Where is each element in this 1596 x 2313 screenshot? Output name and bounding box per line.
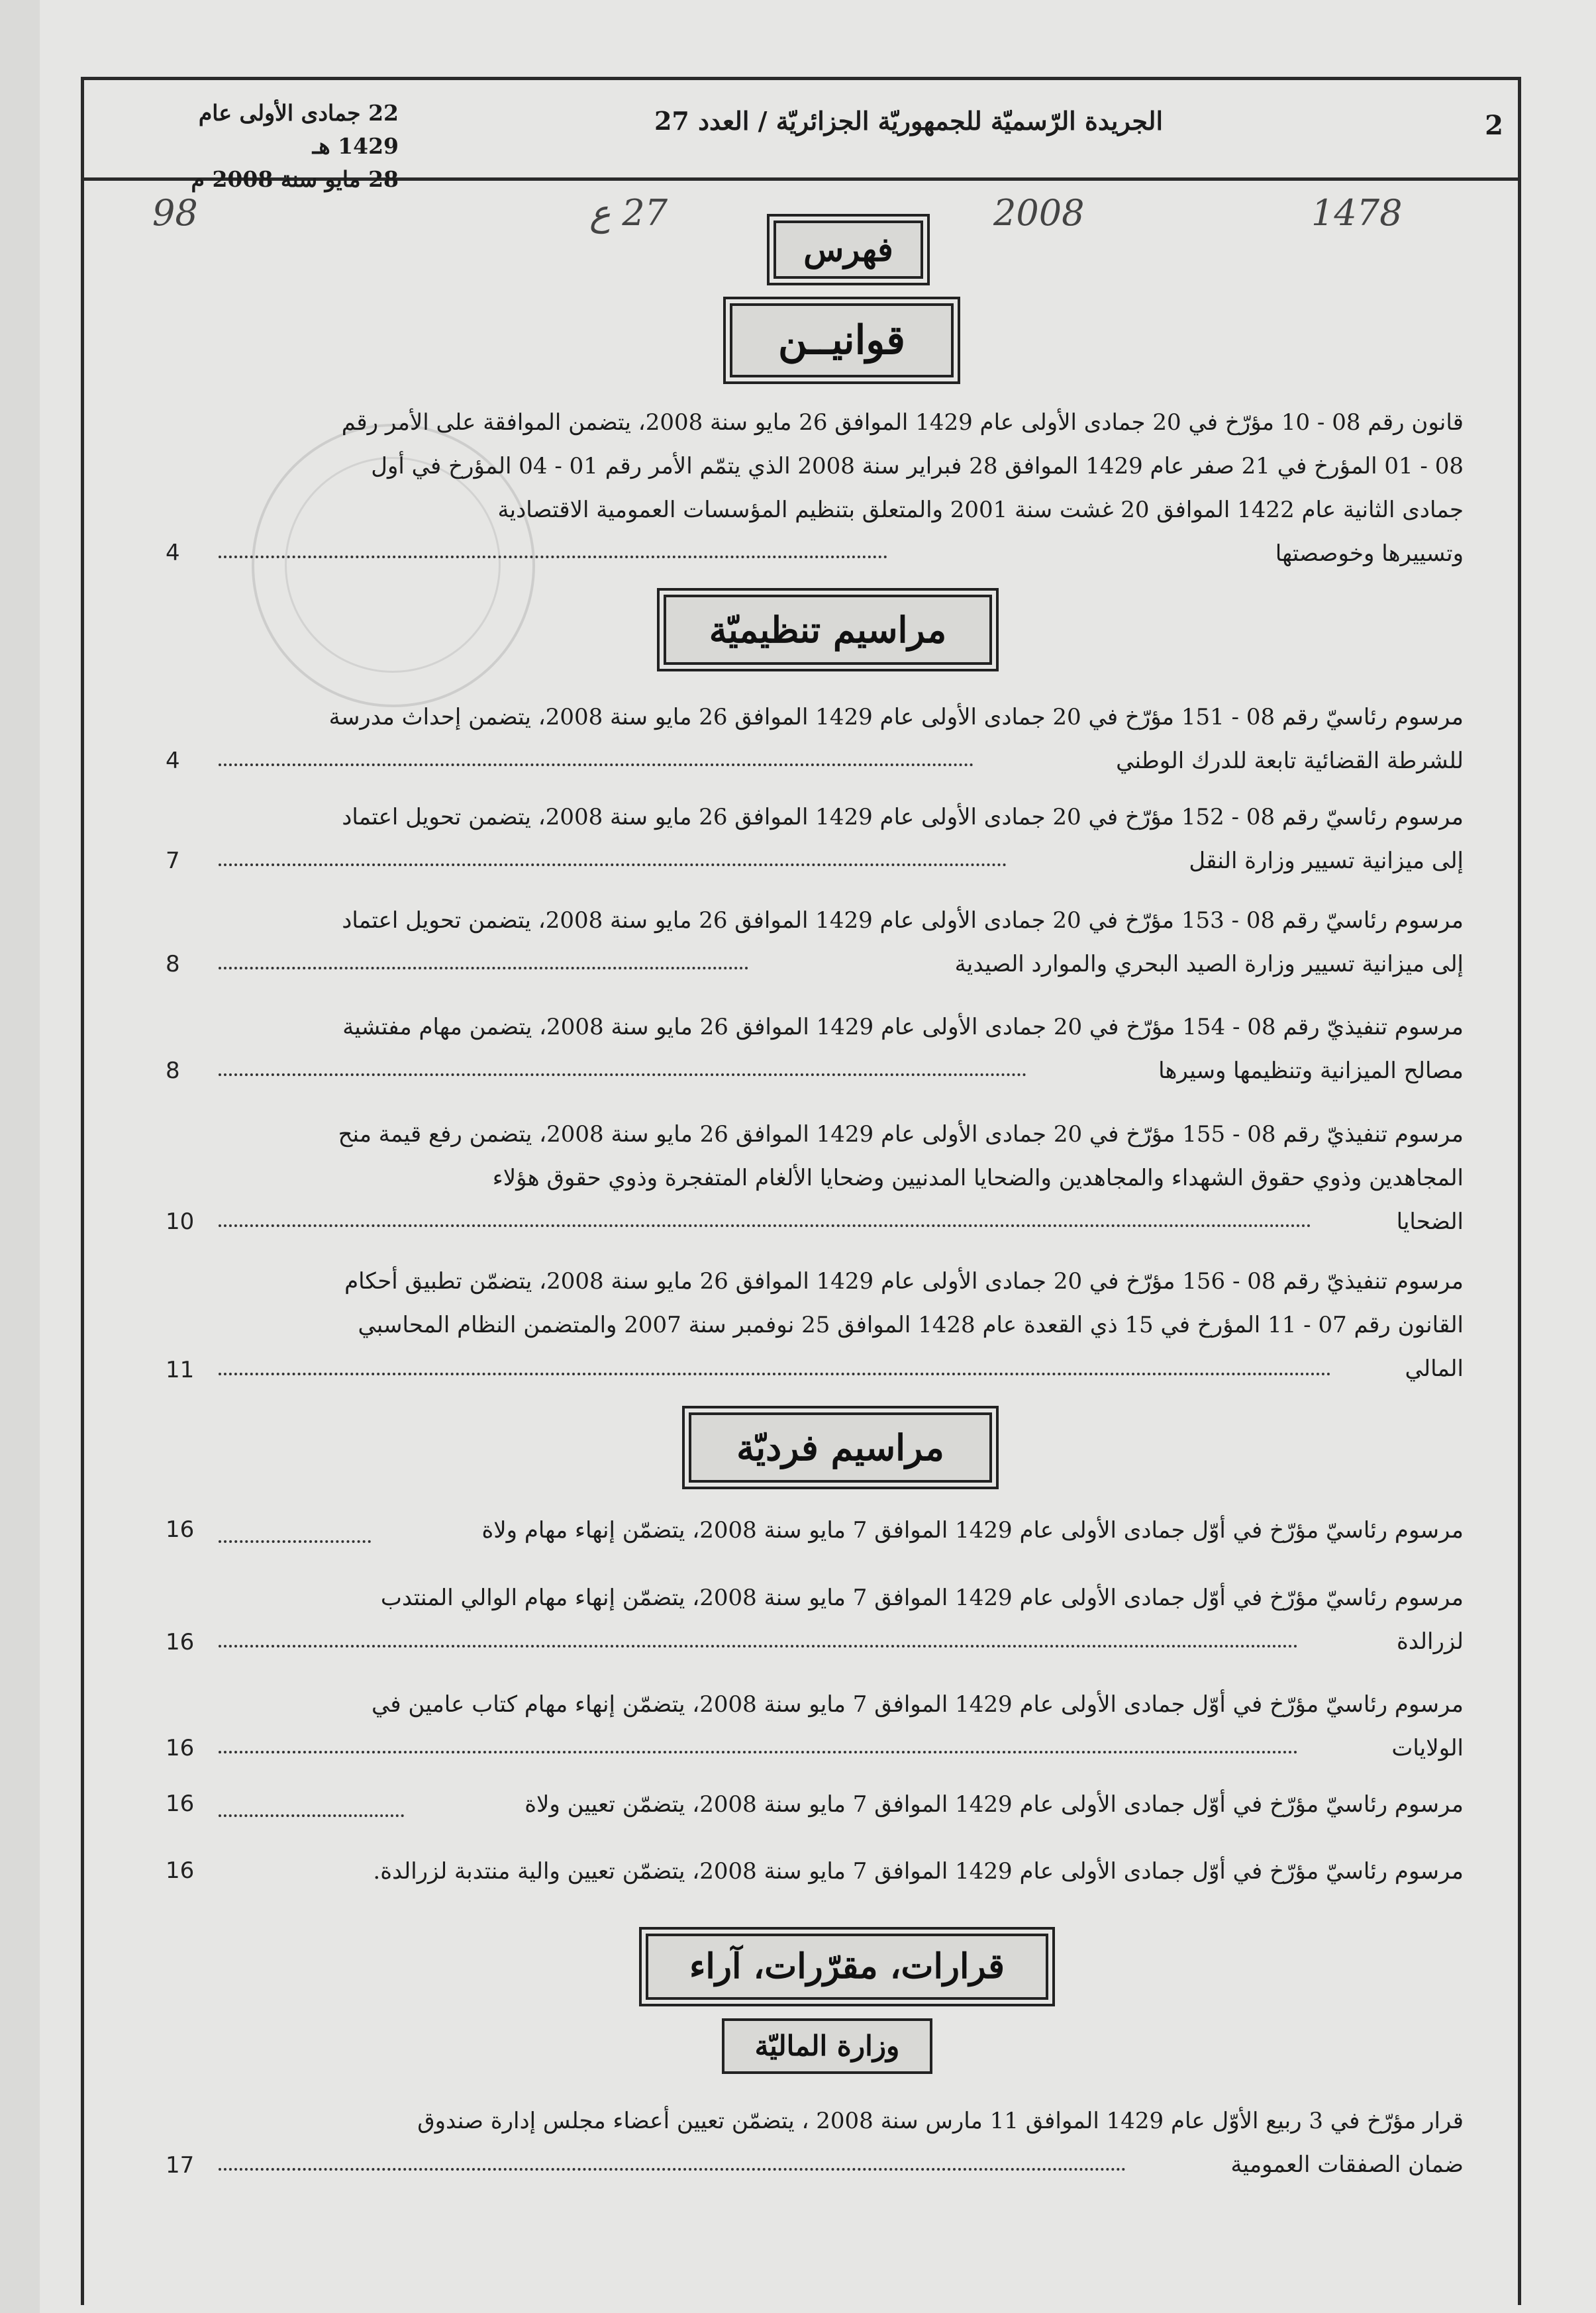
issue-date xyxy=(174,97,399,196)
leader-dots xyxy=(219,1538,371,1543)
journal-title: الجريدة الرّسميّة للجمهوريّة الجزائريّة / العدد 27 xyxy=(654,106,1164,136)
page-number: 2 xyxy=(1485,110,1503,141)
toc-entry xyxy=(199,1683,1464,1770)
leader-dots xyxy=(219,1222,1311,1227)
entry-line: للشرطة القضائية تابعة للدرك الوطني xyxy=(1116,748,1464,774)
entry-line: مرسوم رئاسيّ مؤرّخ في أوّل جمادى الأولى عام 1429 الموافق 7 مايو سنة 2008، يتضمّن تعيين ولاة xyxy=(524,1791,1464,1818)
page-ref: 16 xyxy=(166,1735,195,1761)
entry-line: جمادى الثانية عام 1422 الموافق 20 غشت سنة 2001 والمتعلق بتنظيم المؤسسات العمومية الاقتصادية xyxy=(497,497,1464,523)
scan-edge xyxy=(0,0,40,2313)
leader-dots xyxy=(219,1071,1026,1076)
leader-dots xyxy=(219,1748,1298,1753)
entry-line: ضمان الصفقات العمومية xyxy=(1230,2151,1464,2178)
entry-line: مرسوم تنفيذيّ رقم 08 - 154 مؤرّخ في 20 جمادى الأولى عام 1429 الموافق 26 مايو سنة 2008، يتضمن مهام مفتشية xyxy=(342,1014,1464,1040)
section-laws-heading: قوانيــن xyxy=(730,303,954,377)
entry-line: مرسوم رئاسيّ مؤرّخ في أوّل جمادى الأولى عام 1429 الموافق 7 مايو سنة 2008، يتضمّن إنهاء مهام كتاب عامين في xyxy=(372,1691,1464,1718)
page-ref: 16 xyxy=(166,1516,195,1543)
page-ref: 16 xyxy=(166,1791,195,1817)
toc-entry xyxy=(199,695,1464,783)
entry-line: القانون رقم 07 - 11 المؤرخ في 15 ذي القعدة عام 1428 الموافق 25 نوفمبر سنة 2007 والمتضمن النظام المحاسبي xyxy=(358,1312,1464,1338)
entry-line: مرسوم رئاسيّ مؤرّخ في أوّل جمادى الأولى عام 1429 الموافق 7 مايو سنة 2008، يتضمّن إنهاء مهام ولاة xyxy=(481,1517,1464,1544)
section-decisions-heading: قرارات، مقرّرات، آراء xyxy=(646,1934,1048,2000)
toc-entry xyxy=(199,1508,1464,1552)
entry-line: قرار مؤرّخ في 3 ربيع الأوّل عام 1429 الموافق 11 مارس سنة 2008 ، يتضمّن تعيين أعضاء مجلس إدارة صندوق xyxy=(417,2108,1464,2134)
leader-dots xyxy=(219,861,1007,866)
entry-line: المالي xyxy=(1405,1355,1464,1382)
entry-line: مرسوم رئاسيّ رقم 08 - 151 مؤرّخ في 20 جمادى الأولى عام 1429 الموافق 26 مايو سنة 2008، يتضمن إحداث مدرسة xyxy=(328,704,1464,730)
page-ref: 4 xyxy=(166,748,180,774)
entry-line: الولايات xyxy=(1391,1735,1464,1761)
page-ref: 16 xyxy=(166,1629,195,1655)
leader-dots xyxy=(219,1642,1298,1648)
page-ref: 17 xyxy=(166,2152,195,2179)
entry-line: لزرالدة xyxy=(1396,1628,1464,1655)
entry-line: إلى ميزانية تسيير وزارة الصيد البحري والموارد الصيدية xyxy=(954,951,1464,977)
entry-line: مرسوم رئاسيّ مؤرّخ في أوّل جمادى الأولى عام 1429 الموافق 7 مايو سنة 2008، يتضمّن تعيين والية منتدبة لزرالدة. xyxy=(373,1858,1464,1885)
page-ref: 8 xyxy=(166,951,180,977)
handwritten-note-issue: 27 ع xyxy=(589,192,668,234)
handwritten-note-right: 1478 xyxy=(1311,192,1403,234)
toc-entry xyxy=(199,795,1464,883)
handwritten-note-year: 2008 xyxy=(993,192,1085,234)
entry-line: 08 - 01 المؤرخ في 21 صفر عام 1429 الموافق 28 فبراير سنة 2008 الذي يتمّم الأمر رقم 01 - 04 المؤرخ في أول xyxy=(371,453,1464,479)
toc-entry xyxy=(199,899,1464,986)
entry-line: الضحايا xyxy=(1396,1208,1464,1235)
page-ref: 11 xyxy=(166,1357,195,1383)
date-hijri: 22 جمادى الأولى عام 1429 هـ xyxy=(198,100,399,159)
date-gregorian: 28 مايو سنة 2008 م xyxy=(191,166,399,192)
page-ref: 4 xyxy=(166,540,180,566)
section-individual-decrees-heading: مراسيم فرديّة xyxy=(689,1412,992,1483)
toc-entry xyxy=(199,2099,1464,2187)
leader-dots xyxy=(219,553,887,558)
entry-line: مرسوم تنفيذيّ رقم 08 - 155 مؤرّخ في 20 جمادى الأولى عام 1429 الموافق 26 مايو سنة 2008، يتضمن رفع قيمة منح xyxy=(338,1121,1464,1148)
section-regulatory-decrees-heading: مراسيم تنظيميّة xyxy=(664,595,992,665)
page-ref: 16 xyxy=(166,1857,195,1884)
toc-entry xyxy=(199,1849,1464,1893)
entry-line: مرسوم رئاسيّ رقم 08 - 153 مؤرّخ في 20 جمادى الأولى عام 1429 الموافق 26 مايو سنة 2008، يتضمن تحويل اعتماد xyxy=(342,907,1464,934)
page-header xyxy=(81,77,1518,192)
leader-dots xyxy=(219,1812,404,1817)
toc-entry xyxy=(199,1576,1464,1663)
leader-dots xyxy=(219,964,748,969)
entry-line: إلى ميزانية تسيير وزارة النقل xyxy=(1189,848,1464,874)
page-ref: 10 xyxy=(166,1208,195,1235)
section-ministry-finance-heading: وزارة الماليّة xyxy=(722,2018,932,2074)
page-ref: 7 xyxy=(166,848,180,874)
index-title: فهرس xyxy=(773,221,923,279)
entry-line: مصالح الميزانية وتنظيمها وسيرها xyxy=(1158,1058,1464,1084)
entry-line: المجاهدين وذوي حقوق الشهداء والمجاهدين والضحايا المدنيين وضحايا الألغام المتفجرة وذوي حقوق هؤلاء xyxy=(492,1165,1464,1191)
page-ref: 8 xyxy=(166,1058,180,1084)
entry-line: وتسييرها وخوصصتها xyxy=(1275,540,1464,567)
leader-dots xyxy=(219,761,973,766)
entry-line: مرسوم رئاسيّ رقم 08 - 152 مؤرّخ في 20 جمادى الأولى عام 1429 الموافق 26 مايو سنة 2008، يتضمن تحويل اعتماد xyxy=(342,804,1464,830)
entry-line: مرسوم تنفيذيّ رقم 08 - 156 مؤرّخ في 20 جمادى الأولى عام 1429 الموافق 26 مايو سنة 2008، يتضمّن تطبيق أحكام xyxy=(344,1268,1464,1295)
handwritten-note-left: 98 xyxy=(152,192,198,234)
toc-entry xyxy=(199,401,1464,575)
toc-entry xyxy=(199,1783,1464,1826)
leader-dots xyxy=(219,2165,1126,2171)
entry-line: مرسوم رئاسيّ مؤرّخ في أوّل جمادى الأولى عام 1429 الموافق 7 مايو سنة 2008، يتضمّن إنهاء مهام الوالي المنتدب xyxy=(380,1585,1464,1611)
toc-entry xyxy=(199,1005,1464,1093)
entry-line: قانون رقم 08 - 10 مؤرّخ في 20 جمادى الأولى عام 1429 الموافق 26 مايو سنة 2008، يتضمن الموافقة على الأمر رقم xyxy=(341,409,1464,436)
leader-dots xyxy=(219,1370,1331,1375)
